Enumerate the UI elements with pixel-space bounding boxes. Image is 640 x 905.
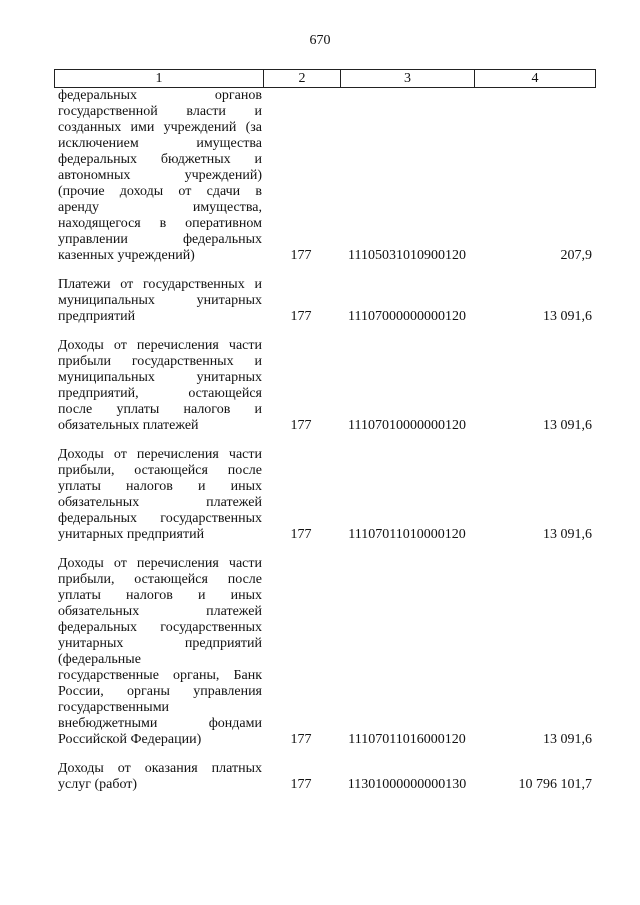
table-row <box>54 556 596 748</box>
income-name-cell <box>58 88 262 264</box>
income-name-line: созданных ими учреждений (за <box>58 120 262 135</box>
column-header-2: 2 <box>264 70 341 87</box>
classification-code-cell: 11301000000000130 <box>347 777 467 792</box>
income-name-line: обязательных платежей <box>58 495 262 510</box>
amount-cell: 13 091,6 <box>543 418 592 433</box>
income-name-line: муниципальных унитарных <box>58 293 262 308</box>
amount-cell: 207,9 <box>560 248 592 263</box>
table-row <box>54 761 596 793</box>
table-row <box>54 88 596 264</box>
income-name-line: предприятий, остающейся <box>58 386 262 401</box>
classification-code-cell: 11107011010000120 <box>348 527 466 542</box>
income-name-cell <box>58 556 262 748</box>
income-name-line: федеральных бюджетных и <box>58 152 262 167</box>
admin-code-cell: 177 <box>290 309 312 324</box>
income-name-line: Доходы от перечисления части <box>58 556 262 571</box>
income-name-line: Платежи от государственных и <box>58 277 262 292</box>
income-name-line: (прочие доходы от сдачи в <box>58 184 262 199</box>
admin-code-cell: 177 <box>290 527 312 542</box>
income-name-line: управлении федеральных <box>58 232 262 247</box>
table-row <box>54 447 596 543</box>
amount-cell: 10 796 101,7 <box>518 777 592 792</box>
income-name-line: предприятий <box>58 309 136 324</box>
classification-code-cell: 11105031010900120 <box>348 248 466 263</box>
classification-code-cell: 11107010000000120 <box>348 418 466 433</box>
income-name-line: обязательных платежей <box>58 604 262 619</box>
income-name-cell <box>58 447 262 543</box>
income-name-line: (федеральные <box>58 652 141 667</box>
table-row <box>54 338 596 434</box>
income-name-line: прибыли, остающейся после <box>58 463 262 478</box>
income-name-line: внебюджетными фондами <box>58 716 262 731</box>
income-name-line: унитарных предприятий <box>58 636 262 651</box>
admin-code-cell: 177 <box>290 248 312 263</box>
income-name-line: России, органы управления <box>58 684 262 699</box>
income-name-line: автономных учреждений) <box>58 168 262 183</box>
income-name-line: аренду имущества, <box>58 200 262 215</box>
income-name-line: исключением имущества <box>58 136 262 151</box>
classification-code-cell: 11107000000000120 <box>348 309 466 324</box>
income-name-line: государственные органы, Банк <box>58 668 262 683</box>
income-name-line: государственными <box>58 700 170 715</box>
income-name-line: прибыли государственных и <box>58 354 262 369</box>
income-name-cell <box>58 338 262 434</box>
column-header-4: 4 <box>531 70 539 86</box>
page-number: 670 <box>309 33 331 48</box>
income-name-line: обязательных платежей <box>58 418 199 433</box>
income-name-line: федеральных государственных <box>58 620 262 635</box>
amount-cell: 13 091,6 <box>543 527 592 542</box>
income-name-line: прибыли, остающейся после <box>58 572 262 587</box>
income-name-line: услуг (работ) <box>58 777 138 792</box>
income-name-line: Доходы от оказания платных <box>58 761 262 776</box>
amount-cell: 13 091,6 <box>543 309 592 324</box>
table-body <box>54 88 596 806</box>
income-name-line: находящегося в оперативном <box>58 216 262 231</box>
income-name-line: казенных учреждений) <box>58 248 195 263</box>
income-name-line: Доходы от перечисления части <box>58 447 262 462</box>
column-header-1: 1 <box>55 70 264 87</box>
income-name-line: федеральных органов <box>58 88 262 103</box>
income-name-line: унитарных предприятий <box>58 527 205 542</box>
income-name-line: уплаты налогов и иных <box>58 479 262 494</box>
income-name-line: Российской Федерации) <box>58 732 202 747</box>
income-name-line: уплаты налогов и иных <box>58 588 262 603</box>
income-name-line: после уплаты налогов и <box>58 402 262 417</box>
income-name-line: государственной власти и <box>58 104 262 119</box>
classification-code-cell: 11107011016000120 <box>348 732 466 747</box>
column-header-3: 3 <box>341 70 475 87</box>
table-header <box>54 69 596 88</box>
income-name-line: муниципальных унитарных <box>58 370 262 385</box>
income-name-line: федеральных государственных <box>58 511 262 526</box>
income-name-cell <box>58 277 262 325</box>
table-row <box>54 277 596 325</box>
amount-cell: 13 091,6 <box>543 732 592 747</box>
admin-code-cell: 177 <box>290 777 312 792</box>
admin-code-cell: 177 <box>290 732 312 747</box>
income-name-line: Доходы от перечисления части <box>58 338 262 353</box>
admin-code-cell: 177 <box>290 418 312 433</box>
income-name-cell <box>58 761 262 793</box>
